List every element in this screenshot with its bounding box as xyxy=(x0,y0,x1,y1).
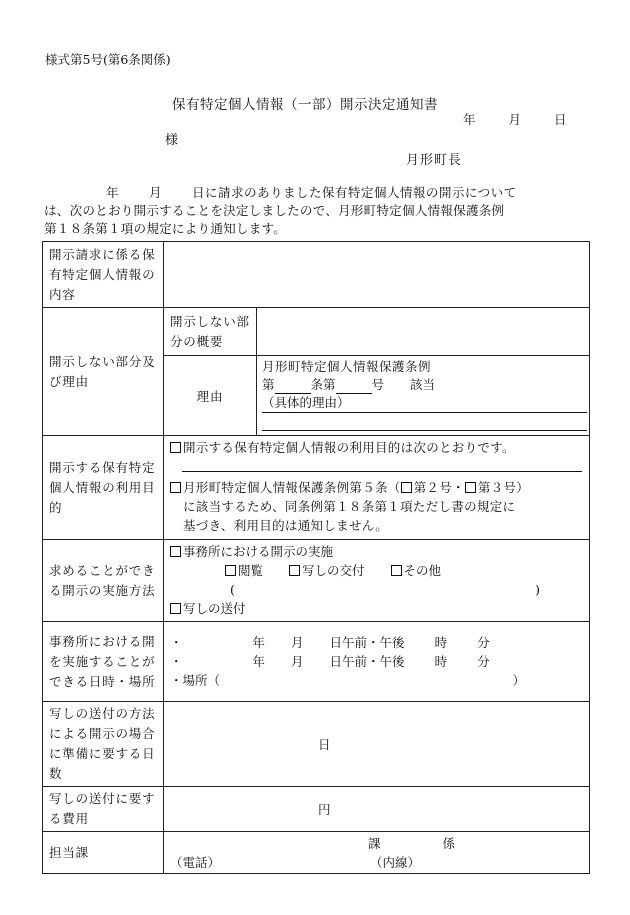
date-month: 月 xyxy=(508,112,522,127)
reason-gaito: 該当 xyxy=(410,377,436,392)
copy-delivery-checkbox[interactable] xyxy=(289,565,300,576)
dt-month: 月 xyxy=(291,654,304,669)
purpose-text-line[interactable] xyxy=(182,457,582,472)
reason-article-line xyxy=(262,376,584,394)
extension-label: （内線） xyxy=(370,854,421,870)
article-item2-checkbox[interactable] xyxy=(401,482,412,493)
section-cell[interactable] xyxy=(164,832,590,874)
cost-unit: 円 xyxy=(318,802,331,817)
request-content-value[interactable] xyxy=(164,242,590,308)
article-number-field[interactable] xyxy=(275,381,311,394)
section-label: 担当課 xyxy=(43,832,164,874)
paragraph-number-field[interactable] xyxy=(336,381,372,394)
paren-close: ) xyxy=(535,582,540,597)
dt-hour: 時 xyxy=(434,654,448,669)
dt-min: 分 xyxy=(477,635,490,650)
place-label: ・場所（ xyxy=(170,673,221,688)
place-close: ） xyxy=(512,673,525,688)
date-year: 年 xyxy=(463,112,476,127)
form-number: 様式第5号(第6条関係) xyxy=(45,52,171,67)
dt-year: 年 xyxy=(252,654,266,669)
bullet: ・ xyxy=(170,635,183,650)
method-office-checkbox[interactable] xyxy=(170,546,181,557)
method-office-option[interactable] xyxy=(170,542,583,561)
body-year: 年 xyxy=(106,185,119,200)
other-checkbox[interactable] xyxy=(391,565,402,576)
method-sub-options xyxy=(170,561,583,580)
purpose-option2-text-c: 第３号） xyxy=(477,480,530,495)
dt-day: 日午前・午後 xyxy=(329,654,405,669)
reason-specific-label: （具体的理由） xyxy=(262,395,350,410)
method-office-text: 事務所における開示の実施 xyxy=(183,544,334,559)
date-line xyxy=(463,110,567,128)
dt-min: 分 xyxy=(477,654,490,669)
reason-jo: 条第 xyxy=(310,377,336,392)
days-unit: 日 xyxy=(318,737,331,752)
purpose-cell xyxy=(164,436,590,540)
dt-hour: 時 xyxy=(434,635,448,650)
reason-ordinance: 月形町特定個人情報保護条例 xyxy=(262,359,432,374)
cost-cell[interactable] xyxy=(164,787,590,832)
request-content-label: 開示請求に係る保有特定個人情報の内容 xyxy=(43,242,164,308)
view-checkbox[interactable] xyxy=(225,565,236,576)
paren-open: ( xyxy=(230,582,235,597)
sender: 月形町長 xyxy=(406,153,463,168)
method-other-paren[interactable] xyxy=(170,580,540,599)
purpose-option1[interactable] xyxy=(170,438,583,457)
article-item3-checkbox[interactable] xyxy=(465,482,476,493)
addressee-suffix: 様 xyxy=(165,133,179,148)
view-text: 閲覧 xyxy=(238,563,264,578)
office-datetime-label: 事務所における開を実施することができる日時・場所 xyxy=(43,622,164,702)
copy-delivery-text: 写しの交付 xyxy=(302,563,365,578)
purpose-option2-checkbox[interactable] xyxy=(170,482,181,493)
reason-go: 号 xyxy=(371,377,385,392)
purpose-option2[interactable] xyxy=(170,478,583,497)
dt-year: 年 xyxy=(252,635,266,650)
preparation-days-label: 写しの送付の方法による開示の場合に準備に要する日数 xyxy=(43,702,164,787)
reason-specific-line2[interactable] xyxy=(262,413,587,431)
dt-day: 日午前・午後 xyxy=(329,635,405,650)
reason-cell xyxy=(257,356,590,436)
purpose-option2-line2: に該当するため、同条例第１８条第１項ただし書の規定に xyxy=(183,499,516,514)
method-cell xyxy=(164,540,590,622)
method-mail-text: 写しの送付 xyxy=(183,601,246,616)
nondisclosure-summary-label: 開示しない部分の概要 xyxy=(164,308,257,356)
cost-label: 写しの送付に要する費用 xyxy=(43,787,164,832)
reason-dai: 第 xyxy=(262,377,275,392)
preparation-days-cell[interactable] xyxy=(164,702,590,787)
office-datetime-cell xyxy=(164,622,590,702)
section-ka: 課 xyxy=(368,835,381,851)
section-row xyxy=(170,834,583,853)
notice-body xyxy=(44,184,590,238)
notice-table xyxy=(42,241,590,874)
section-kakari: 係 xyxy=(442,835,456,851)
datetime-row-2[interactable] xyxy=(170,652,583,671)
phone-row xyxy=(170,853,583,872)
body-line3: 第１８条第１項の規定により通知します。 xyxy=(44,221,287,236)
purpose-label: 開示する保有特定個人情報の利用目的 xyxy=(43,436,164,540)
body-line1: 日に請求のありました保有特定個人情報の開示について xyxy=(192,185,517,200)
reason-label: 理由 xyxy=(164,356,257,436)
body-line2: は、次のとおり開示することを決定しましたので、月形町特定個人情報保護条例 xyxy=(44,203,505,218)
body-month: 月 xyxy=(149,185,162,200)
dt-month: 月 xyxy=(291,635,304,650)
nondisclosure-label: 開示しない部分及び理由 xyxy=(43,308,164,436)
purpose-option1-checkbox[interactable] xyxy=(170,442,181,453)
method-mail-checkbox[interactable] xyxy=(170,603,181,614)
nondisclosure-summary-value[interactable] xyxy=(257,308,590,356)
purpose-option2-text-a: 月形町特定個人情報保護条例第５条（ xyxy=(183,480,401,495)
method-mail-option[interactable] xyxy=(170,599,583,618)
purpose-option2-text-b: 第２号・ xyxy=(413,480,465,495)
other-text: その他 xyxy=(403,563,442,578)
method-label: 求めることができる開示の実施方法 xyxy=(43,540,164,622)
purpose-option1-text: 開示する保有特定個人情報の利用目的は次のとおりです。 xyxy=(183,440,515,455)
date-day: 日 xyxy=(554,112,567,127)
datetime-row-1[interactable] xyxy=(170,633,583,652)
document-title: 保有特定個人情報（一部）開示決定通知書 xyxy=(172,97,438,113)
place-row[interactable] xyxy=(170,671,525,690)
purpose-option2-line3: 基づき、利用目的は通知しません。 xyxy=(183,518,389,533)
phone-label: （電話） xyxy=(170,854,221,870)
reason-specific[interactable] xyxy=(262,394,587,413)
bullet: ・ xyxy=(170,654,183,669)
